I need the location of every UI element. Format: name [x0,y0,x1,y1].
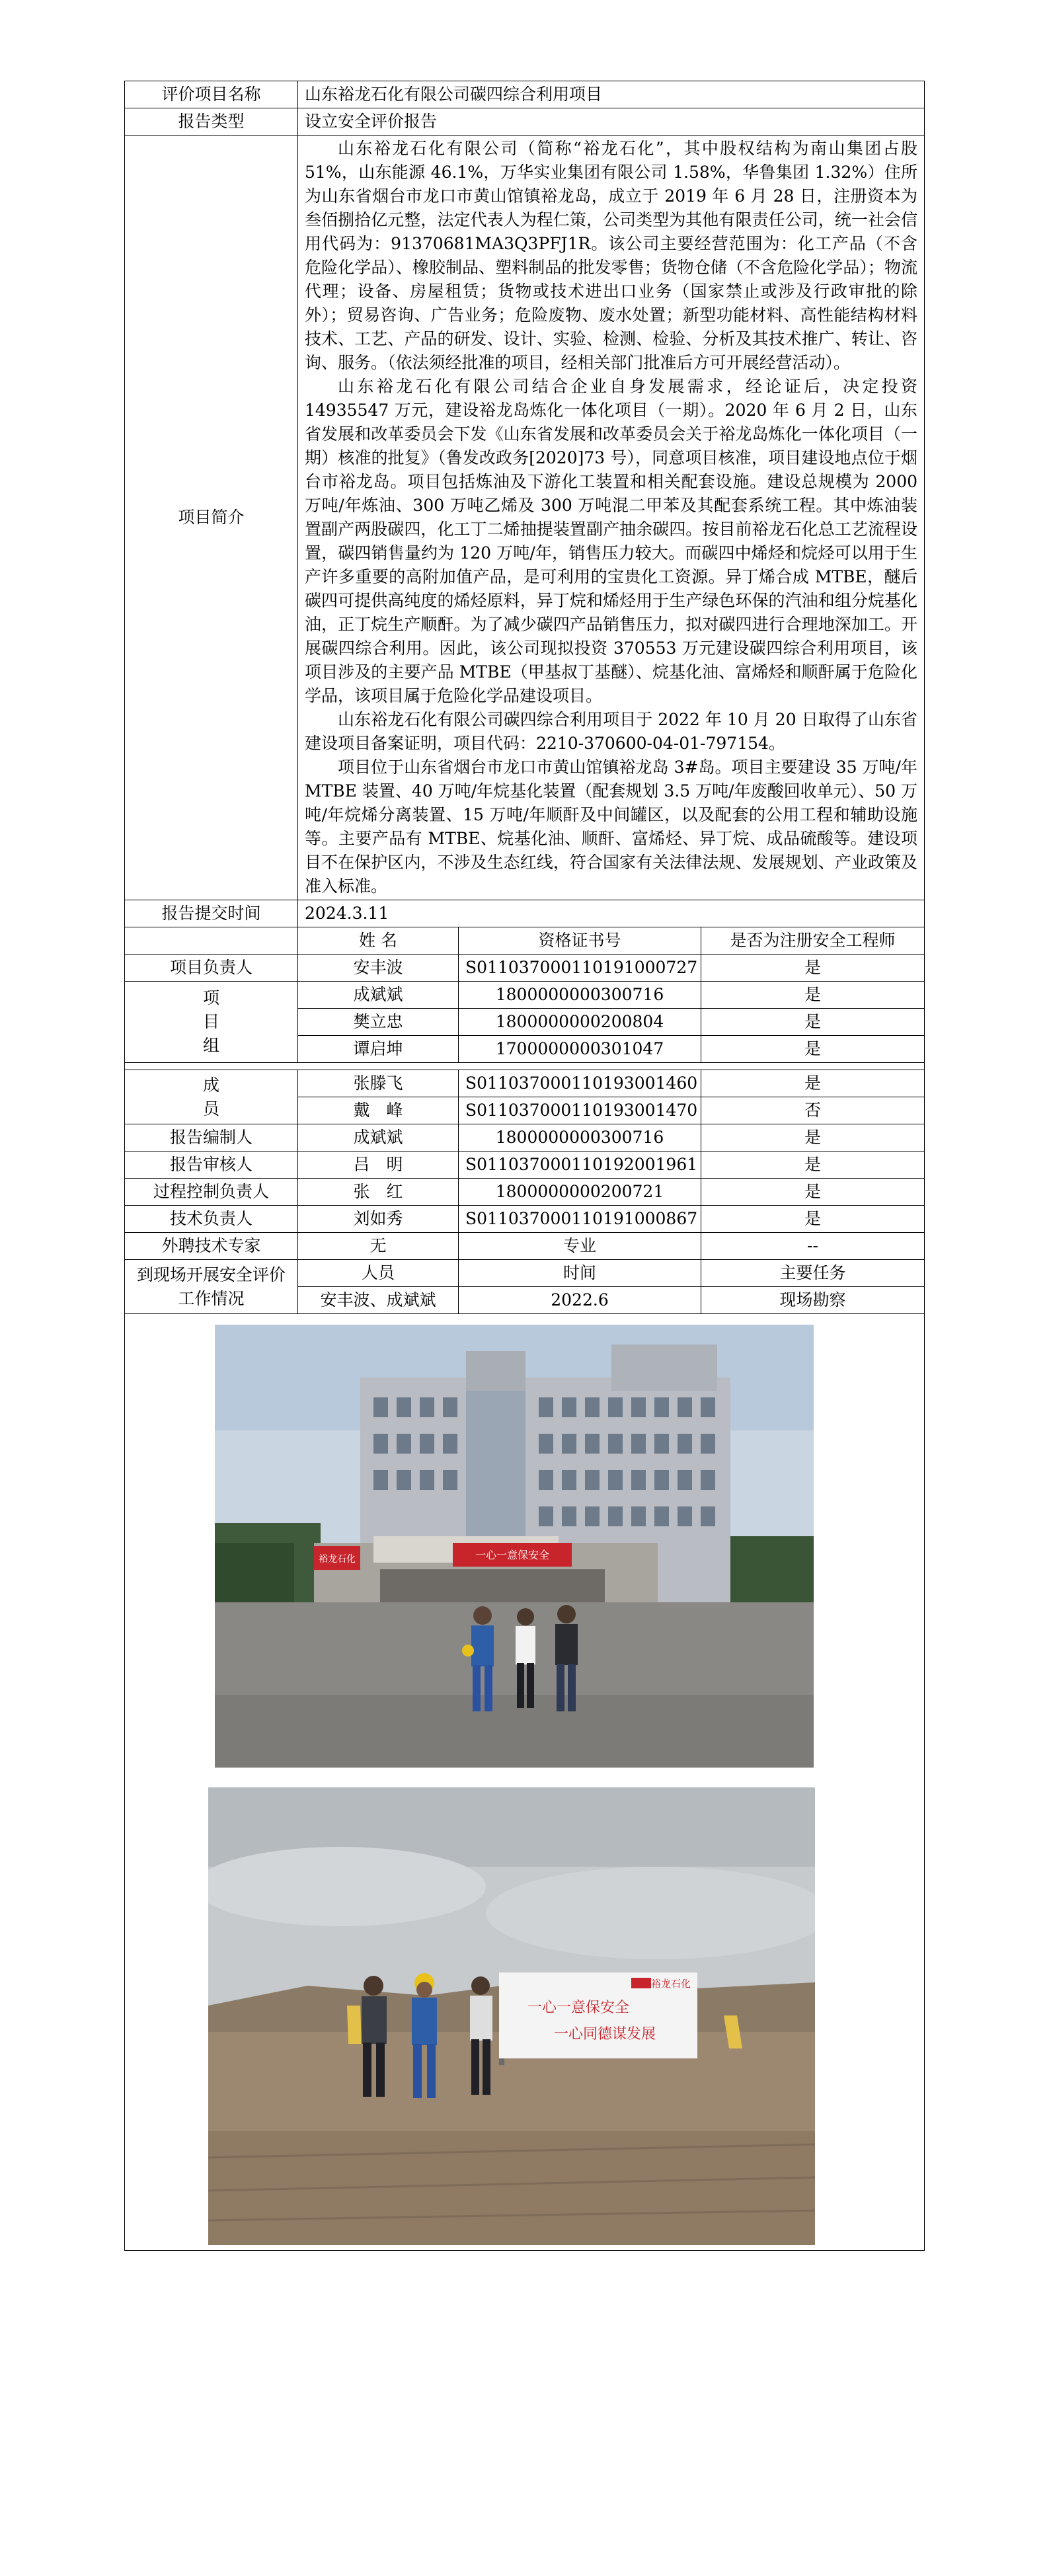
member-registered: 否 [701,1097,925,1124]
trees-right [730,1536,814,1609]
trees-left-dark [215,1543,294,1609]
row-staff-header [125,927,925,955]
role-name: 成斌斌 [298,1124,459,1151]
team-registered: 是 [701,1009,925,1036]
expert-registered: -- [701,1233,925,1260]
row-expert [125,1233,925,1260]
row-photos [125,1314,925,2251]
role-registered: 是 [701,1179,925,1206]
role-name: 刘如秀 [298,1206,459,1233]
table-gap [125,1063,925,1070]
row-submit [125,900,925,927]
row-leader [125,955,925,982]
table-row [125,1179,925,1206]
staff-header-empty [125,927,298,955]
table-row [125,1124,925,1151]
member-label-char: 员 [202,1099,219,1118]
header-cert: 资格证书号 [459,927,701,955]
role-name: 张 红 [298,1179,459,1206]
banner-line-1: 一心一意保安全 [527,2000,630,2016]
role-label: 过程控制负责人 [125,1179,298,1206]
member-label-char: 成 [202,1075,219,1095]
cloud [208,1847,486,1926]
row-site-header [125,1260,925,1287]
row-report-type [125,108,925,136]
project-name-value: 山东裕龙石化有限公司碳四综合利用项目 [298,81,925,108]
team-label [125,982,298,1063]
row-project-name [125,81,925,108]
role-cert: 1800000000300716 [459,1124,701,1151]
intro-text [298,136,925,900]
building-tower [466,1351,525,1391]
site-photo-building [215,1325,814,1768]
banner-line-2: 一心同德谋发展 [553,2026,656,2043]
flag-left [347,2006,362,2044]
plaza-foreground [215,1695,814,1768]
role-name: 吕 明 [298,1151,459,1179]
table-row [125,1151,925,1179]
member-name: 张滕飞 [298,1070,459,1097]
building-sign-2: 一心一意保安全 [475,1549,550,1561]
banner-logo: 裕龙石化 [650,1978,691,1990]
header-registered: 是否为注册安全工程师 [701,927,925,955]
team-label-char: 目 [202,1012,219,1031]
info-table [124,81,925,2251]
role-registered: 是 [701,1151,925,1179]
team-label-char: 项 [202,988,219,1007]
table-row [125,982,925,1009]
role-label: 技术负责人 [125,1206,298,1233]
building-glass-center [466,1391,525,1543]
site-task: 现场勘察 [701,1287,925,1314]
member-registered: 是 [701,1070,925,1097]
team-name: 成斌斌 [298,982,459,1009]
role-registered: 是 [701,1206,925,1233]
building-top-right [611,1345,717,1391]
team-name: 谭启坤 [298,1036,459,1063]
team-cert: 1800000000200804 [459,1009,701,1036]
leader-registered: 是 [701,955,925,982]
member-label [125,1070,298,1124]
role-label: 报告审核人 [125,1151,298,1179]
table-row [125,1206,925,1233]
site-people: 安丰波、成斌斌 [298,1287,459,1314]
role-label: 报告编制人 [125,1124,298,1151]
table-row [125,1070,925,1097]
row-intro [125,136,925,900]
project-name-label: 评价项目名称 [125,81,298,108]
submit-label: 报告提交时间 [125,900,298,927]
member-cert: S011037000110193001470 [459,1097,701,1124]
report-type-value: 设立安全评价报告 [298,108,925,136]
building-sign-1: 裕龙石化 [319,1554,356,1565]
role-cert: 1800000000200721 [459,1179,701,1206]
expert-name: 无 [298,1233,459,1260]
team-registered: 是 [701,1036,925,1063]
building-photo-drawing [215,1325,814,1768]
report-sheet [124,81,924,2251]
team-cert: 1700000000301047 [459,1036,701,1063]
site-label: 到现场开展安全评价工作情况 [125,1260,298,1314]
submit-value: 2024.3.11 [298,900,925,927]
intro-paragraph: 山东裕龙石化有限公司碳四综合利用项目于 2022 年 10 月 20 日取得了山东省建设项目备案证明，项目代码：2210-370600-04-01-797154。 [305,710,918,753]
site-photo-construction [208,1787,815,2245]
site-header-time: 时间 [459,1260,701,1287]
intro-paragraph: 山东裕龙石化有限公司（简称“裕龙石化”，其中股权结构为南山集团占股 51%，山东能源 46.1%，万华实业集团有限公司 1.58%，华鲁集团 1.32%）住所为山东省烟台市龙口市黄山馆镇裕龙岛，成立于 2019 年 6 月 28 日，注册资本为叁佰捌拾亿元整，法定代表人为程仁策，公司类型为其他有限责任公司，统一社会信用代码为：91370681MA3Q3PFJ1R。该公司主要经营范围为：化工产品（不含危险化学品）、橡胶制品、塑料制品的批发零售；货物仓储（不含危险化学品）；物流代理；设备、房屋租赁；货物或技术进出口业务（国家禁止或涉及行政审批的除外）；贸易咨询、广告业务；危险废物、废水处置；新型功能材料、高性能结构材料技术、工艺、产品的研发、设计、实验、检测、检验、分析及其技术推广、转让、咨询、服务。（依法须经批准的项目，经相关部门批准后方可开展经营活动）。 [305,139,918,372]
intro-label: 项目简介 [125,136,298,900]
expert-label: 外聘技术专家 [125,1233,298,1260]
report-type-label: 报告类型 [125,108,298,136]
photo-cell [125,1314,925,2251]
cloud [486,1867,815,1959]
site-header-people: 人员 [298,1260,459,1287]
site-header-task: 主要任务 [701,1260,925,1287]
team-label-char: 组 [202,1036,219,1055]
header-name: 姓 名 [298,927,459,955]
team-name: 樊立忠 [298,1009,459,1036]
site-time: 2022.6 [459,1287,701,1314]
role-registered: 是 [701,1124,925,1151]
team-registered: 是 [701,982,925,1009]
banner-logo-mark [631,1978,651,1988]
member-name: 戴 峰 [298,1097,459,1124]
role-cert: S011037000110192001961 [459,1151,701,1179]
intro-paragraph: 山东裕龙石化有限公司结合企业自身发展需求，经论证后，决定投资 14935547 万元，建设裕龙岛炼化一体化项目（一期）。2020 年 6 月 2 日，山东省发展和改革委员会下发《山东省发展和改革委员会关于裕龙岛炼化一体化项目（一期）核准的批复》（鲁发改政务[2020]73 号），同意项目核准，项目建设地点位于烟台市裕龙岛。项目包括炼油及下游化工装置和相关配套设施。建设总规模为 2000 万吨/年炼油、300 万吨乙烯及 300 万吨混二甲苯及其配套系统工程。其中炼油装置副产两股碳四，化工丁二烯抽提装置副产抽余碳四。按目前裕龙石化总工艺流程设置，碳四销售量约为 120 万吨/年，销售压力较大。而碳四中烯烃和烷烃可以用于生产许多重要的高附加值产品，是可利用的宝贵化工资源。异丁烯合成 MTBE，醚后碳四可提供高纯度的烯烃原料，异丁烷和烯烃用于生产绿色环保的汽油和组分烷基化油，正丁烷生产顺酐。为了减少碳四产品销售压力，拟对碳四进行合理地深加工。开展碳四综合利用。因此，该公司现拟投资 370553 万元建设碳四综合利用项目，该项目涉及的主要产品 MTBE（甲基叔丁基醚）、烷基化油、富烯烃和顺酐属于危险化学品，该项目属于危险化学品建设项目。 [305,377,918,705]
leader-cert: S011037000110191000727 [459,955,701,982]
expert-field: 专业 [459,1233,701,1260]
leader-label: 项目负责人 [125,955,298,982]
team-cert: 1800000000300716 [459,982,701,1009]
role-cert: S011037000110191000867 [459,1206,701,1233]
construction-photo-drawing [208,1787,815,2245]
leader-name: 安丰波 [298,955,459,982]
member-cert: S011037000110193001460 [459,1070,701,1097]
intro-paragraph: 项目位于山东省烟台市龙口市黄山馆镇裕龙岛 3#岛。项目主要建设 35 万吨/年 MTBE 装置、40 万吨/年烷基化装置（配套规划 3.5 万吨/年废酸回收单元）、50 万吨/年烷烯分离装置、15 万吨/年顺酐及中间罐区，以及配套的公用工程和辅助设施等。主要产品有 MTBE、烷基化油、顺酐、富烯烃、异丁烷、成品硫酸等。建设项目不在保护区内，不涉及生态红线，符合国家有关法律法规、发展规划、产业政策及准入标准。 [305,758,918,896]
